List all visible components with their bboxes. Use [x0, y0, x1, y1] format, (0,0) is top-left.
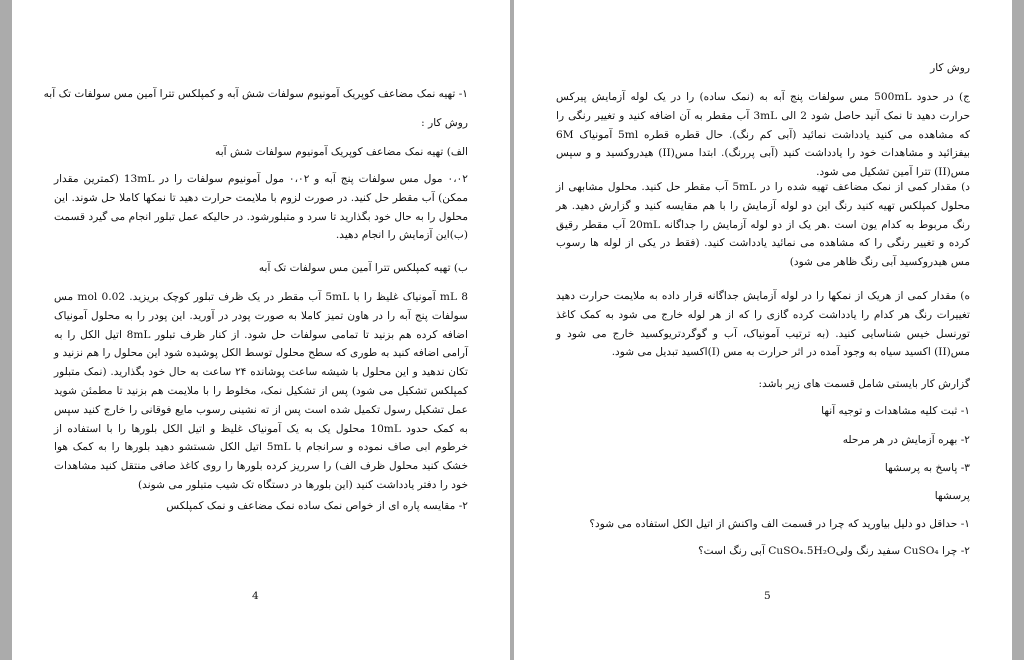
section-b-text: 8 mL آمونیاک غلیظ را با 5mL آب مقطر در یک ظرف تبلور کوچک بریزید. 0.02 mol مس سولفات پنج آبه را در هاون تمیز کاملا به صورت پودر در آورید. این پودر را به محلول آمونیاک اضافه کرده هم بزنید تا تمامی سولفات حل شود. از کنار ظرف تبلور 8mL اتیل الکل را به آرامی اضافه کنید به طوری که سطح محلول توسط الکل پوشیده شود این محلول را هم نزنید و تکان ندهید و این محلول با شیشه ساعت پوشانده ۲۴ ساعت به حال خود بگذارید. (نمک متبلور کمپلکس تشکیل می شود) پس از تشکیل نمک، مخلوط را با ملایمت هم بزنید تا مطمئن شوید عمل تشکیل رسول تکمیل شده است پس از ته نشینی رسوب مایع فوقانی را خارج کنید سپس به کمک حدود 10mL محلول یک به یک آمونیاک غلیظ و اتیل الکل بلورها را با استفاده از خرطوم ابی صاف نموده و سرانجام با 5mL اتیل الکل شستشو دهید بلورها را به کمک هوا خشک کنید محلول ظرف الف) را سرریز کرده بلورها را روی کاغذ صافی منتقل کنید مشاهدات خود را دفتر یادداشت کنید (این بلورها در دستگاه تک شیب متبلور می شوند) [54, 291, 469, 491]
document-page-5 [514, 0, 1012, 660]
question-item: ۱- حداقل دو دلیل بیاورید که چرا در قسمت الف واکنش از اتیل الکل استفاده می شود؟ [589, 518, 970, 530]
report-intro: گزارش کار بایستی شامل قسمت های زیر باشد: [758, 378, 970, 390]
heading-2: ۲- مقایسه پاره ای از خواص نمک ساده نمک مضاعف و نمک کمپلکس [166, 500, 468, 512]
report-item: ۳- پاسخ به پرسشها [884, 462, 970, 474]
report-item: ۲- بهره آزمایش در هر مرحله [842, 434, 970, 446]
section-a-title: الف) تهیه نمک مضاعف کوپریک آمونیوم سولفات شش آبه [215, 146, 468, 158]
questions-title: پرسشها [934, 490, 970, 502]
question-item: ۲- چرا CuSO₄ سفید رنگ ولیCuSO₄.5H₂O آبی رنگ است؟ [698, 545, 970, 557]
section-b-title: ب) تهیه کمپلکس تترا آمین مس سولفات تک آبه [258, 262, 468, 274]
paragraph-d: د) مقدار کمی از نمک مضاعف تهیه شده را در 5mL آب مقطر حل کنید. محلول مشابهی از محلول کمپلکس تهیه کنید رنگ این دو لوله آزمایش را با هم مقایسه کنید و گزارش دهید. هر رنگ مربوط به کدام یون است .هر یک از دو لوله آزمایش را جداگانه 20mL آب مقطر رقیق کرده و تغییر رنگی را که مشاهده می نمائید یادداشت کنید. (فقط در یکی از لوله ها رسوب مس هیدروکسید آبی رنگ ظاهر می شود) [556, 181, 970, 269]
page-number: 4 [252, 590, 259, 602]
section-a-text: ۰،۰۲ مول مس سولفات پنج آبه و ۰،۰۲ مول آمونیوم سولفات را در 13mL (کمترین مقدار ممکن) آب مقطر حل کنید. در صورت لزوم با ملایمت حرارت دهید تا نمکها کاملا حل شوند. این محلول را به حال خود بگذارید تا سرد و متبلورشود. در حالیکه عمل تبلور انجام می گیرد قسمت (ب)این آزمایش را انجام دهید. [54, 173, 468, 242]
heading-1: ۱- تهیه نمک مضاعف کوپریک آمونیوم سولفات شش آبه و کمپلکس تترا آمین مس سولفات تک آبه [43, 88, 468, 100]
method-label: روش کار [930, 62, 970, 74]
page-number: 5 [764, 590, 771, 602]
report-item: ۱- ثبت کلیه مشاهدات و توجیه آنها [821, 405, 970, 417]
document-page-4 [12, 0, 510, 660]
paragraph-h: ه) مقدار کمی از هریک از نمکها را در لوله آزمایش جداگانه قرار داده به ملایمت حرارت دهید تغییرات رنگ هر کدام را یادداشت کرده گازی را که از هر لوله خارج می شود به کمک کاغذ تورنسل خیس شناسایی کنید. (به ترتیب آمونیاک، آب و گوگردتریوکسید خارج می شود و مس(II) اکسید سیاه به وجود آمده در اثر حرارت به مس (I)اکسید تبدیل می شود. [556, 290, 970, 359]
method-label: روش کار : [421, 117, 468, 129]
paragraph-j: ج) در حدود 500mL مس سولفات پنج آبه به (نمک ساده) را در یک لوله آزمایش پیرکس حرارت دهید تا نمک آنید حاصل شود 2 الی 3mL آب مقطر به آن اضافه کنید و تغییر رنگی را که مشاهده می کنید یادداشت نمائید (آبی کم رنگ). حال قطره قطره 5ml آمونیاک 6M بیفزائید و مشاهدات خود را یادداشت کنید (آبی پررنگ). ابتدا مس(II) هیدروکسید و و سپس مس(II) تترا آمین تشکیل می شود. [556, 91, 971, 179]
